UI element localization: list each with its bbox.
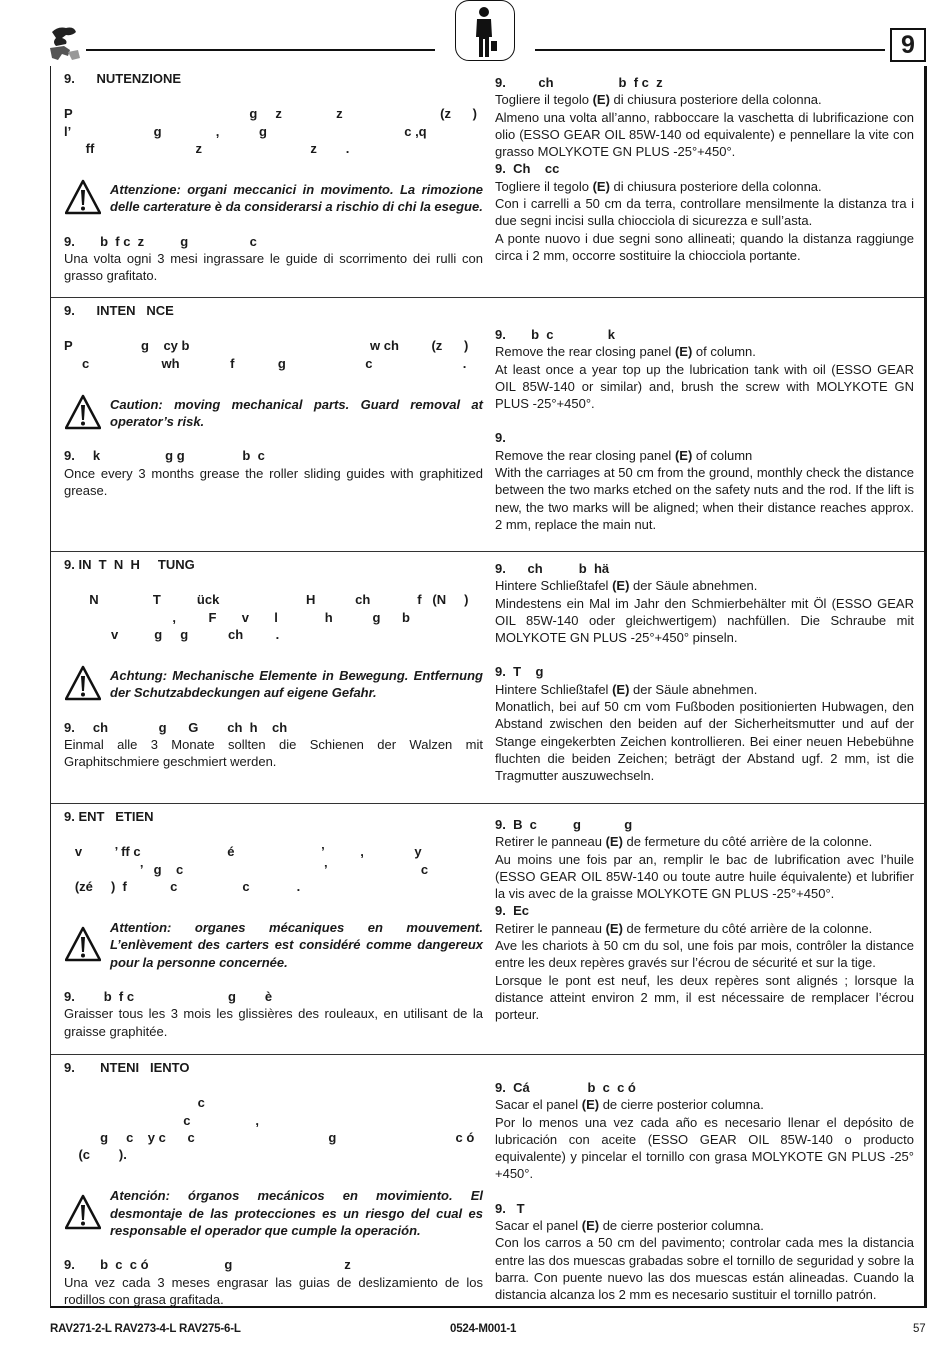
section-heading: 9. IN T N H TUNG [64, 557, 195, 572]
warning-triangle-icon [65, 926, 101, 962]
warning-text: Attention: organes mécaniques en mouvement. L’enlèvement des carters est considéré comme dangereux pour la personne concernée. [110, 920, 483, 970]
manufacturer-logo [44, 24, 84, 64]
intro-line: ff z z . [64, 140, 350, 156]
paragraph: Hintere Schließtafel (E) der Säule abnehmen. [495, 578, 758, 594]
block-group [495, 663, 914, 784]
block-group [64, 556, 483, 643]
intro-line: P g z z (z ) [64, 106, 477, 122]
column-left [64, 808, 483, 1040]
intro-text [64, 843, 483, 895]
paragraph: Con i carrelli a 50 cm da terra, controllare mensilmente la distanza tra i due segni incisi sulla chiocciola di sicurezza e sull’asta. [495, 196, 914, 229]
section-heading: 9. ch g G ch h ch [64, 719, 288, 735]
maintenance-person-icon [455, 0, 515, 61]
intro-line: ’ g c ’ c [64, 861, 429, 877]
block-group [495, 74, 914, 264]
warning-triangle-icon [65, 179, 101, 215]
block-group [64, 719, 483, 771]
paragraph: Almeno una volta all’anno, rabboccare la vaschetta di lubrificazione con olio (ESSO GEAR OIL 85W-140 od equivalente) e pennellare la vite con grasso MOLYKOTE GN PLUS -25°+450°. [495, 109, 914, 160]
block-group [64, 919, 483, 971]
footer-doc-code: 0524-M001-1 [450, 1323, 517, 1335]
paragraph: Remove the rear closing panel (E) of column [495, 447, 753, 463]
warning-triangle-icon [65, 1194, 101, 1230]
section-heading: 9. Ec [495, 903, 529, 919]
paragraph: Graisser tous les 3 mois les glissières des rouleaux, en utilisant de la graisse graphitée. [64, 1006, 483, 1039]
section-heading: 9. INTEN NCE [64, 303, 174, 318]
safety-warning [64, 667, 483, 702]
paragraph: Por lo menos una vez cada año es necesario llenar el depósito de lubricación con aceite (ESSO GEAR OIL 85W-140 o producto equivalente) y pincelar el tornillo con grasa MOLYKOTE GN PLUS -25°+450°. [495, 1114, 914, 1182]
block-group [495, 1200, 914, 1304]
part-reference-label: (E) [605, 920, 623, 936]
column-left [64, 1059, 483, 1308]
column-left [64, 302, 483, 499]
column-right [495, 326, 914, 533]
paragraph: Sacar el panel (E) de cierre posterior columna. [495, 1218, 764, 1234]
intro-text [64, 105, 483, 157]
intro-line: l’ g , g c ,q [64, 123, 427, 139]
paragraph: Retirer le panneau (E) de fermeture du côté arrière de la colonne. [495, 834, 873, 850]
intro-line: g c y c c g c ó [64, 1129, 475, 1145]
chapter-number: 9 [890, 28, 926, 62]
warning-text: Caution: moving mechanical parts. Guard removal at operator’s risk. [110, 396, 483, 430]
section-heading: 9. ENT ETIEN [64, 809, 154, 824]
section-heading: 9. T [495, 1200, 525, 1216]
paragraph: Once every 3 months grease the roller sliding guides with graphitized grease. [64, 465, 483, 499]
section-heading: 9. NTENI IENTO [64, 1060, 190, 1075]
block-group [64, 181, 483, 216]
section-3 [51, 552, 924, 804]
section-heading: 9. b c c ó g z [64, 1257, 351, 1273]
section-heading: 9. NUTENZIONE [64, 71, 182, 86]
column-right [495, 560, 914, 785]
block-group [64, 302, 483, 372]
paragraph: Togliere il tegolo (E) di chiusura posteriore della colonna. [495, 178, 822, 194]
section-1 [51, 66, 924, 298]
block-group [64, 1187, 483, 1239]
section-heading: 9. ch b hä [495, 561, 610, 576]
section-heading: 9. b c k [495, 327, 615, 342]
part-reference-label: (E) [592, 178, 610, 194]
block-group [495, 429, 914, 533]
part-reference-label: (E) [605, 834, 623, 850]
footer-models: RAV271-2-L RAV273-4-L RAV275-6-L [50, 1323, 241, 1335]
paragraph: Monatlich, bei auf 50 cm vom Fußboden positionierten Hubwagen, den Abstand zwischen den beiden auf der Sicherheitsmutter und auf der Stange eingekerbten Zeichen kontrollieren. Bei einer neuen Hebebühne fluchten die beiden Zeichen; beträgt der Abstand ugf. 2 mm, ist die Tragmutter auszuwechseln. [495, 699, 914, 784]
section-heading: 9. Ch cc [495, 161, 560, 177]
intro-line: c [64, 1095, 205, 1111]
paragraph: Retirer le panneau (E) de fermeture du côté arrière de la colonne. [495, 920, 873, 936]
block-group [64, 667, 483, 702]
block-group [64, 447, 483, 499]
part-reference-label: (E) [674, 447, 693, 463]
paragraph: Mindestens ein Mal im Jahr den Schmierbehälter mit Öl (ESSO GEAR OIL 85W-140 oder gleichwertigem) nachfüllen. Die Schraube mit MOLYKOTE GN PLUS -25°+450° pinseln. [495, 595, 914, 646]
section-heading: 9. ch b f c z [495, 75, 663, 90]
content-frame [50, 66, 927, 1308]
intro-text [64, 337, 483, 372]
block-group [64, 988, 483, 1040]
column-right [495, 816, 914, 1024]
footer-page-number: 57 [913, 1323, 926, 1335]
section-heading: 9. T g [495, 664, 544, 680]
warning-text: Achtung: Mechanische Elemente in Bewegung. Entfernung der Schutzabdeckungen auf eigene Gefahr. [110, 668, 483, 701]
warning-text: Atención: órganos mecánicos en movimiento. El desmontaje de las protecciones es un riesgo del cual es responsable el operador que cumple la operación. [110, 1188, 483, 1239]
safety-warning [64, 181, 483, 216]
intro-line: P g cy b w ch (z ) [64, 338, 469, 354]
paragraph: At least once a year top up the lubrication tank with oil (ESSO GEAR OIL 85W-140 or similar) and, brush the screw with MOLYKOTE GN PLUS -25°+450°. [495, 361, 914, 412]
intro-text [64, 591, 483, 643]
warning-triangle-icon [65, 394, 101, 430]
warning-triangle-icon [65, 665, 101, 701]
block-group [64, 1059, 483, 1163]
part-reference-label: (E) [612, 578, 630, 594]
header-rule-left [86, 49, 435, 51]
column-left [64, 556, 483, 771]
paragraph: A ponte nuovo i due segni sono allineati; quando la distanza raggiunge circa i 2 mm, occorre sostituire la chiocciola portante. [495, 230, 914, 263]
intro-line: , F v l h g b [64, 609, 410, 625]
section-heading: 9. B c g g [495, 817, 633, 832]
column-right [495, 1079, 914, 1304]
paragraph: Remove the rear closing panel (E) of column. [495, 344, 756, 360]
paragraph: Una volta ogni 3 mesi ingrassare le guide di scorrimento dei rulli con grasso grafitato. [64, 251, 483, 284]
paragraph: Ave les chariots à 50 cm du sol, une fois par mois, contrôler la distance entre les deux repères gravés sur l’écrou de sécurité et sur la tige. [495, 938, 914, 971]
section-5 [51, 1055, 924, 1306]
header-rule-right [535, 49, 885, 51]
block-group [495, 816, 914, 1024]
paragraph: Una vez cada 3 meses engrasar las guias de deslizamiento de los rodillos con grasa grafitada. [64, 1274, 483, 1307]
column-right [495, 74, 914, 264]
paragraph: Sacar el panel (E) de cierre posterior columna. [495, 1097, 764, 1113]
intro-line: N T ück H ch f (N ) [64, 592, 469, 608]
intro-line: v g g ch . [64, 626, 280, 642]
section-4 [51, 804, 924, 1055]
section-heading: 9. b f c z g c [64, 233, 257, 249]
intro-line: c wh f g c . [64, 355, 467, 371]
safety-warning [64, 1187, 483, 1239]
paragraph: Hintere Schließtafel (E) der Säule abnehmen. [495, 681, 758, 697]
paragraph: Au moins une fois par an, remplir le bac de lubrification avec l’huile (ESSO GEAR OIL 85W-140 ou toute autre huile équivalente) et lubrifier la vis avec de la graisse MOLYKOTE GN PLUS -25°+450°. [495, 851, 914, 902]
intro-line: (c ). [64, 1147, 127, 1163]
part-reference-label: (E) [581, 1097, 600, 1113]
paragraph: Togliere il tegolo (E) di chiusura posteriore della colonna. [495, 92, 822, 108]
part-reference-label: (E) [612, 681, 630, 697]
section-heading: 9. k g g b c [64, 448, 265, 464]
block-group [64, 233, 483, 285]
safety-warning [64, 919, 483, 971]
paragraph: Lorsque le pont est neuf, les deux repères sont alignés ; lorsque la distance atteint environ 2 mm, il est nécessaire de remplacer l’écrou porteur. [495, 972, 914, 1023]
part-reference-label: (E) [674, 344, 693, 360]
paragraph: With the carriages at 50 cm from the ground, monthly check the distance between the two marks etched on the safety nuts and the rod. If the lift is new, the two marks will be aligned; when their distance reaches approx. 2 mm, replace the main nut. [495, 465, 914, 532]
section-heading: 9. [495, 430, 506, 446]
block-group [64, 70, 483, 157]
intro-line: v ’ ff c é ’ , y [64, 844, 422, 860]
section-heading: 9. b f c g è [64, 989, 273, 1005]
part-reference-label: (E) [581, 1218, 600, 1234]
block-group [64, 396, 483, 431]
block-group [495, 560, 914, 646]
column-left [64, 70, 483, 285]
block-group [495, 1079, 914, 1183]
safety-warning [64, 396, 483, 431]
section-heading: 9. Cá b c c ó [495, 1080, 636, 1095]
intro-line: c , [64, 1112, 260, 1128]
section-2 [51, 298, 924, 552]
block-group [64, 808, 483, 895]
block-group [64, 1256, 483, 1308]
paragraph: Einmal alle 3 Monate sollten die Schienen der Walzen mit Graphitschmiere geschmiert werden. [64, 737, 483, 770]
paragraph: Con los carros a 50 cm del pavimento; controlar cada mes la distancia entre las dos muescas grabadas sobre el tornillo de seguridad y sobre la barra. Con puente nuevo las dos muescas están alineadas. Cuando la distancia alcanza los 2 mm es necesario sustituir el tornillo patrón. [495, 1235, 914, 1303]
intro-line: (zé ) f c c . [64, 878, 301, 894]
intro-text [64, 1094, 483, 1163]
warning-text: Attenzione: organi meccanici in movimento. La rimozione delle carterature è da considerarsi a rischio di chi la esegue. [110, 182, 483, 215]
block-group [495, 326, 914, 412]
part-reference-label: (E) [592, 92, 610, 108]
